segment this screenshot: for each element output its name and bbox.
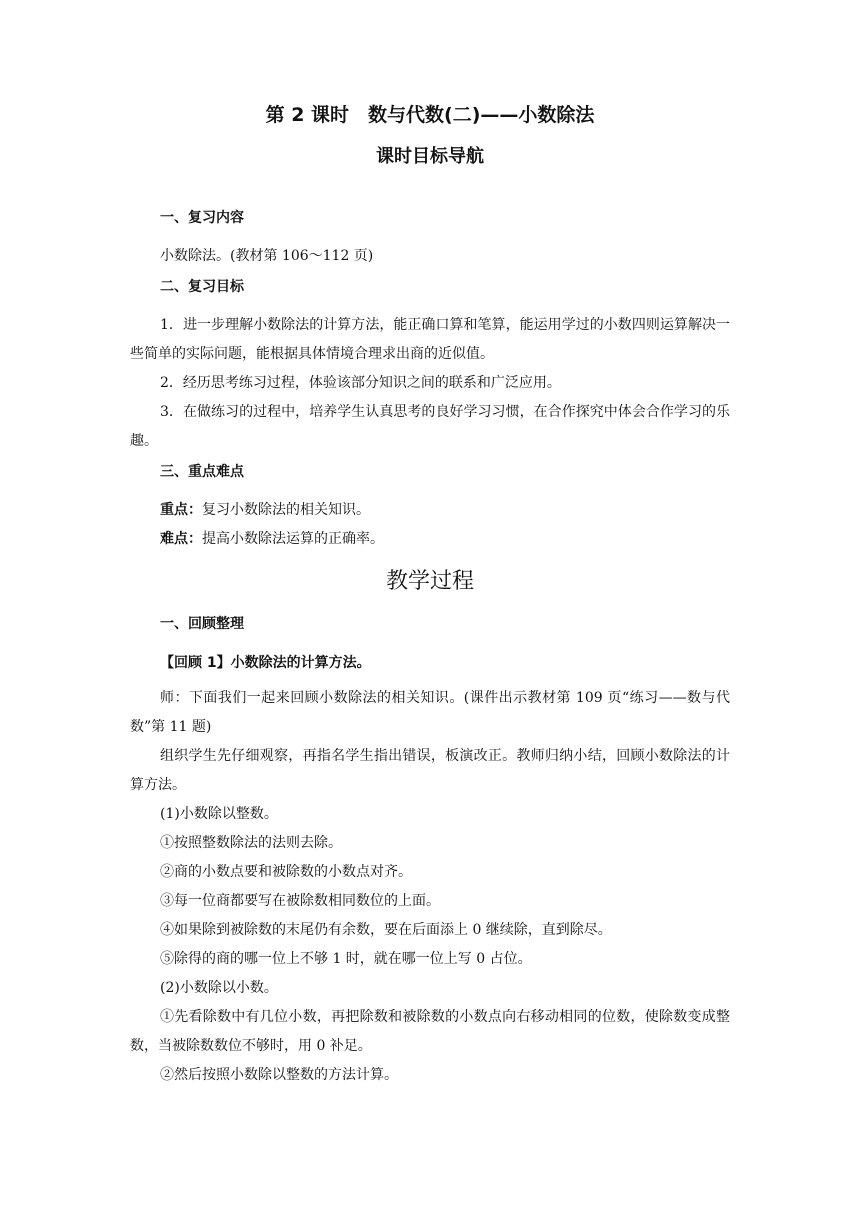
goal-item-3: 3．在做练习的过程中，培养学生认真思考的良好学习习惯，在合作探究中体会合作学习的乐趣。: [130, 404, 730, 449]
key-point: [130, 496, 730, 525]
case-1-title: (1)小数除以整数。: [160, 806, 278, 822]
difficulty-point: [130, 525, 730, 554]
difficulty-label: 难点：: [160, 531, 202, 547]
goal-item-1: 1．进一步理解小数除法的计算方法，能正确口算和笔算，能运用学过的小数四则运算解决一些简单的实际问题，能根据具体情境合理求出商的近似值。: [130, 317, 730, 362]
section-heading-key-points: 三、重点难点: [160, 464, 244, 480]
key-point-text: 复习小数除法的相关知识。: [202, 502, 370, 518]
section-heading-review-content: 一、复习内容: [160, 210, 244, 226]
review-1-title: 【回顾 1】小数除法的计算方法。: [160, 655, 371, 671]
lesson-subtitle: 课时目标导航: [376, 146, 484, 167]
case-1-step-4: ④如果除到被除数的末尾仍有余数，要在后面添上 0 继续除，直到除尽。: [160, 922, 612, 938]
organize-text: 组织学生先仔细观察，再指名学生指出错误，板演改正。教师归纳小结，回顾小数除法的计算方法。: [130, 748, 730, 793]
lesson-title: 第 2 课时 数与代数(二)——小数除法: [265, 104, 595, 126]
review-content-text: 小数除法。(教材第 106～112 页): [160, 248, 374, 264]
document-content: [130, 100, 730, 1090]
case-1-step-2: ②商的小数点要和被除数的小数点对齐。: [160, 864, 412, 880]
difficulty-text: 提高小数除法运算的正确率。: [202, 531, 384, 547]
key-point-label: 重点：: [160, 502, 202, 518]
section-heading-review-organize: 一、回顾整理: [160, 616, 244, 632]
teacher-text: 师：下面我们一起来回顾小数除法的相关知识。(课件出示教材第 109 页“练习——数与代数”第 11 题): [130, 690, 730, 735]
case-1-step-1: ①按照整数除法的法则去除。: [160, 835, 342, 851]
case-2-title: (2)小数除以小数。: [160, 980, 278, 996]
section-heading-review-goals: 二、复习目标: [160, 279, 244, 295]
teaching-process-title: 教学过程: [385, 569, 474, 594]
case-2-step-2: ②然后按照小数除以整数的方法计算。: [160, 1067, 398, 1083]
case-2-step-1: ①先看除数中有几位小数，再把除数和被除数的小数点向右移动相同的位数，使除数变成整数，当被除数数位不够时，用 0 补足。: [130, 1009, 730, 1054]
goal-item-2: 2．经历思考练习过程，体验该部分知识之间的联系和广泛应用。: [160, 375, 561, 391]
case-1-step-5: ⑤除得的商的哪一位上不够 1 时，就在哪一位上写 0 占位。: [160, 951, 532, 967]
case-1-step-3: ③每一位商都要写在被除数相同数位的上面。: [160, 893, 440, 909]
